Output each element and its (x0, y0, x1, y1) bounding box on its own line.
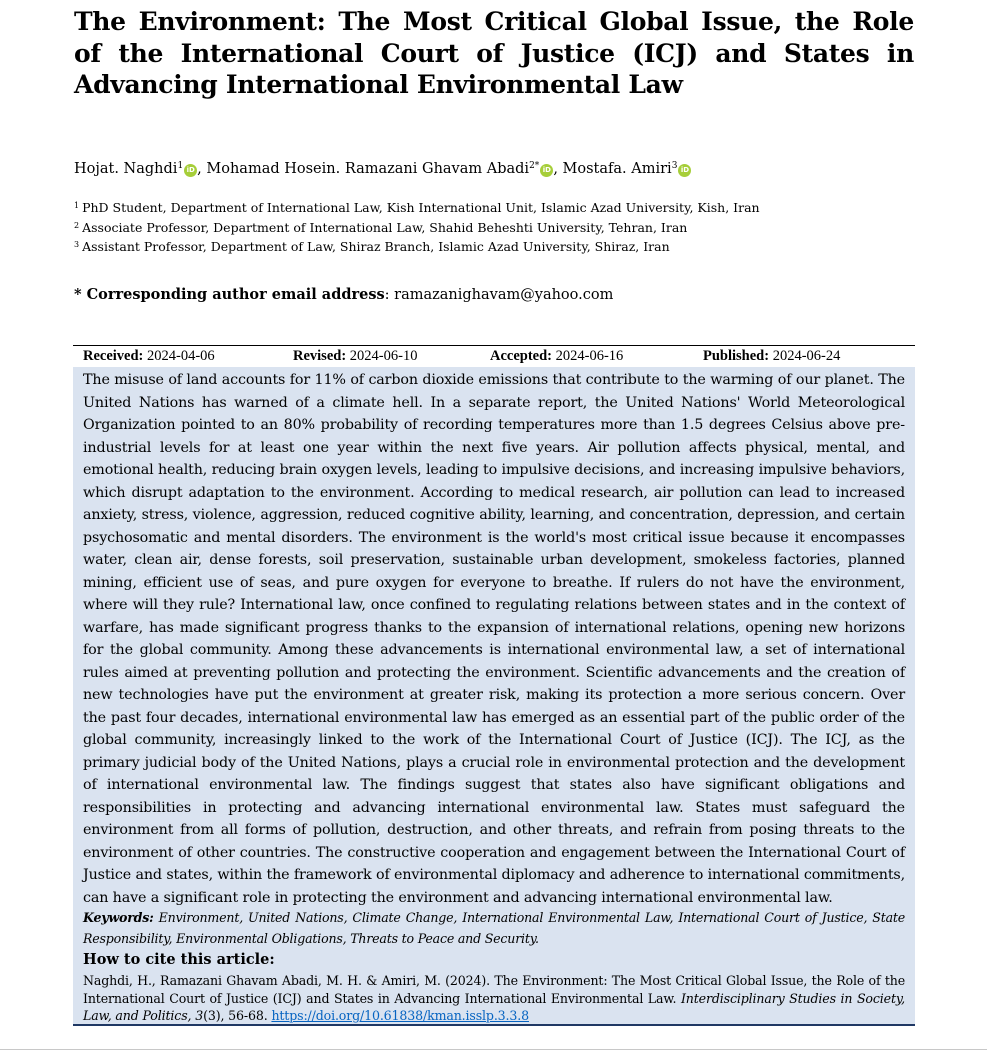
published-value: 2024-06-24 (772, 348, 841, 364)
corresponding-author: * Corresponding author email address: ramazanighavam@yahoo.com (74, 286, 614, 303)
corresponding-label: * Corresponding author email address (74, 286, 385, 303)
author-affil-number: 1 (177, 161, 184, 171)
author-name: Mohamad Hosein. Ramazani Ghavam Abadi (206, 161, 530, 177)
citation-journal: Interdisciplinary Studies in Society, Law, and Politics, 3 (83, 990, 905, 1023)
author-list: Hojat. Naghdi$^1$ iD , Mohamad Hosein. Ramazani Ghavam Abadi$^{2*}$ iD , Mostafa. Amiri$^3$ iD (74, 156, 934, 179)
affiliation-item (74, 236, 934, 256)
affiliation-text: PhD Student, Department of International Law, Kish International Unit, Islamic Azad University, Kish, Iran (82, 200, 760, 215)
orcid-icon[interactable]: iD (184, 164, 197, 177)
received-label: Received: (83, 348, 144, 364)
corresponding-email[interactable]: ramazanighavam@yahoo.com (394, 287, 614, 303)
article-title: The Environment: The Most Critical Global Issue, the Role of the International Court of Justice (ICJ) and States in Advancing International Environmental Law (74, 7, 914, 99)
author-name: Mostafa. Amiri (562, 161, 672, 177)
revised-value: 2024-06-10 (349, 348, 418, 364)
abstract-text: The misuse of land accounts for 11% of carbon dioxide emissions that contribute to the warming of our planet. The United Nations has warned of a climate hell. In a separate report, the United Nations' World Meteorological Organization pointed to an 80% probability of recording temperatures more than 1.5 degrees Celsius above pre-industrial levels for at least one year within the next five years. Air pollution affects physical, mental, and emotional health, reducing brain oxygen levels, leading to impulsive decisions, and increasing impulsive behaviors, which disrupt adaptation to the environment. According to medical research, air pollution can lead to increased anxiety, stress, violence, aggression, reduced cognitive ability, learning, and concentration, depression, and certain psychosomatic and mental disorders. The environment is the world's most critical issue because it encompasses water, clean air, dense forests, soil preservation, sustainable urban development, smokeless factories, planned mining, efficient use of seas, and pure oxygen for everyone to breathe. If rulers do not have the environment, where will they rule? International law, once confined to regulating relations between states and in the context of warfare, has made significant progress thanks to the expansion of international relations, opening new horizons for the global community. Among these advancements is international environmental law, a set of international rules aimed at preventing pollution and protecting the environment. Scientific advancements and the creation of new technologies have put the environment at greater risk, making its protection a more serious concern. Over the past four decades, international environmental law has emerged as an essential part of the public order of the global community, increasingly linked to the work of the International Court of Justice (ICJ). The ICJ, as the primary judicial body of the United Nations, plays a crucial role in environmental protection and the development of international environmental law. The findings suggest that states also have significant obligations and responsibilities in protecting and advancing international environmental law. States must safeguard the environment from all forms of pollution, destruction, and other threats, and refrain from posing threats to the environment of other countries. The constructive cooperation and engagement between the International Court of Justice and states, within the framework of environmental diplomacy and adherence to international commitments, can have a significant role in protecting the environment and advancing international environmental law. (83, 372, 905, 906)
accepted-date (490, 346, 623, 366)
accepted-label: Accepted: (490, 348, 553, 364)
dates-bar (73, 345, 915, 368)
keywords-text: Environment, United Nations, Climate Change, International Environmental Law, International Court of Justice, State Responsibility, Environmental Obligations, Threats to Peace and Security. (83, 910, 905, 946)
keywords-label: Keywords: (83, 910, 154, 925)
orcid-icon[interactable]: iD (678, 164, 691, 177)
author-name: Hojat. Naghdi (74, 161, 178, 177)
affiliation-text: Assistant Professor, Department of Law, Shiraz Branch, Islamic Azad University, Shiraz, Iran (82, 239, 670, 254)
cite-heading: How to cite this article: (83, 951, 275, 968)
revised-date (293, 346, 417, 366)
published-date (703, 346, 840, 366)
author-affil-number: 3 (671, 161, 678, 171)
citation-issue: (3), 56-68. (203, 1008, 272, 1023)
author-affil-number: 2* (529, 161, 540, 171)
affiliation-list (74, 197, 934, 256)
citation (83, 972, 905, 1025)
affiliation-number: 1 (74, 201, 80, 210)
affiliation-number: 2 (74, 220, 80, 230)
doi-link[interactable]: https://doi.org/10.61838/kman.isslp.3.3.8 (271, 1008, 529, 1023)
affiliation-text: Associate Professor, Department of International Law, Shahid Beheshti University, Tehran, Iran (82, 219, 688, 235)
received-date (83, 346, 215, 366)
affiliation-item (74, 217, 934, 237)
published-label: Published: (703, 348, 770, 364)
page-bottom-divider (0, 1049, 987, 1050)
revised-label: Revised: (293, 348, 347, 364)
orcid-icon[interactable]: iD (540, 164, 553, 177)
affiliation-item (74, 197, 934, 217)
affiliation-number: 3 (74, 240, 80, 249)
keywords (83, 907, 905, 949)
accepted-value: 2024-06-16 (555, 348, 624, 364)
received-value: 2024-04-06 (147, 348, 215, 364)
citation-text: Naghdi, H., Ramazani Ghavam Abadi, M. H. & Amiri, M. (2024). The Environment: The Most Critical Global Issue, the Role of the International Court of Justice (ICJ) and States in Advancing International Environmental Law. (83, 973, 905, 1006)
